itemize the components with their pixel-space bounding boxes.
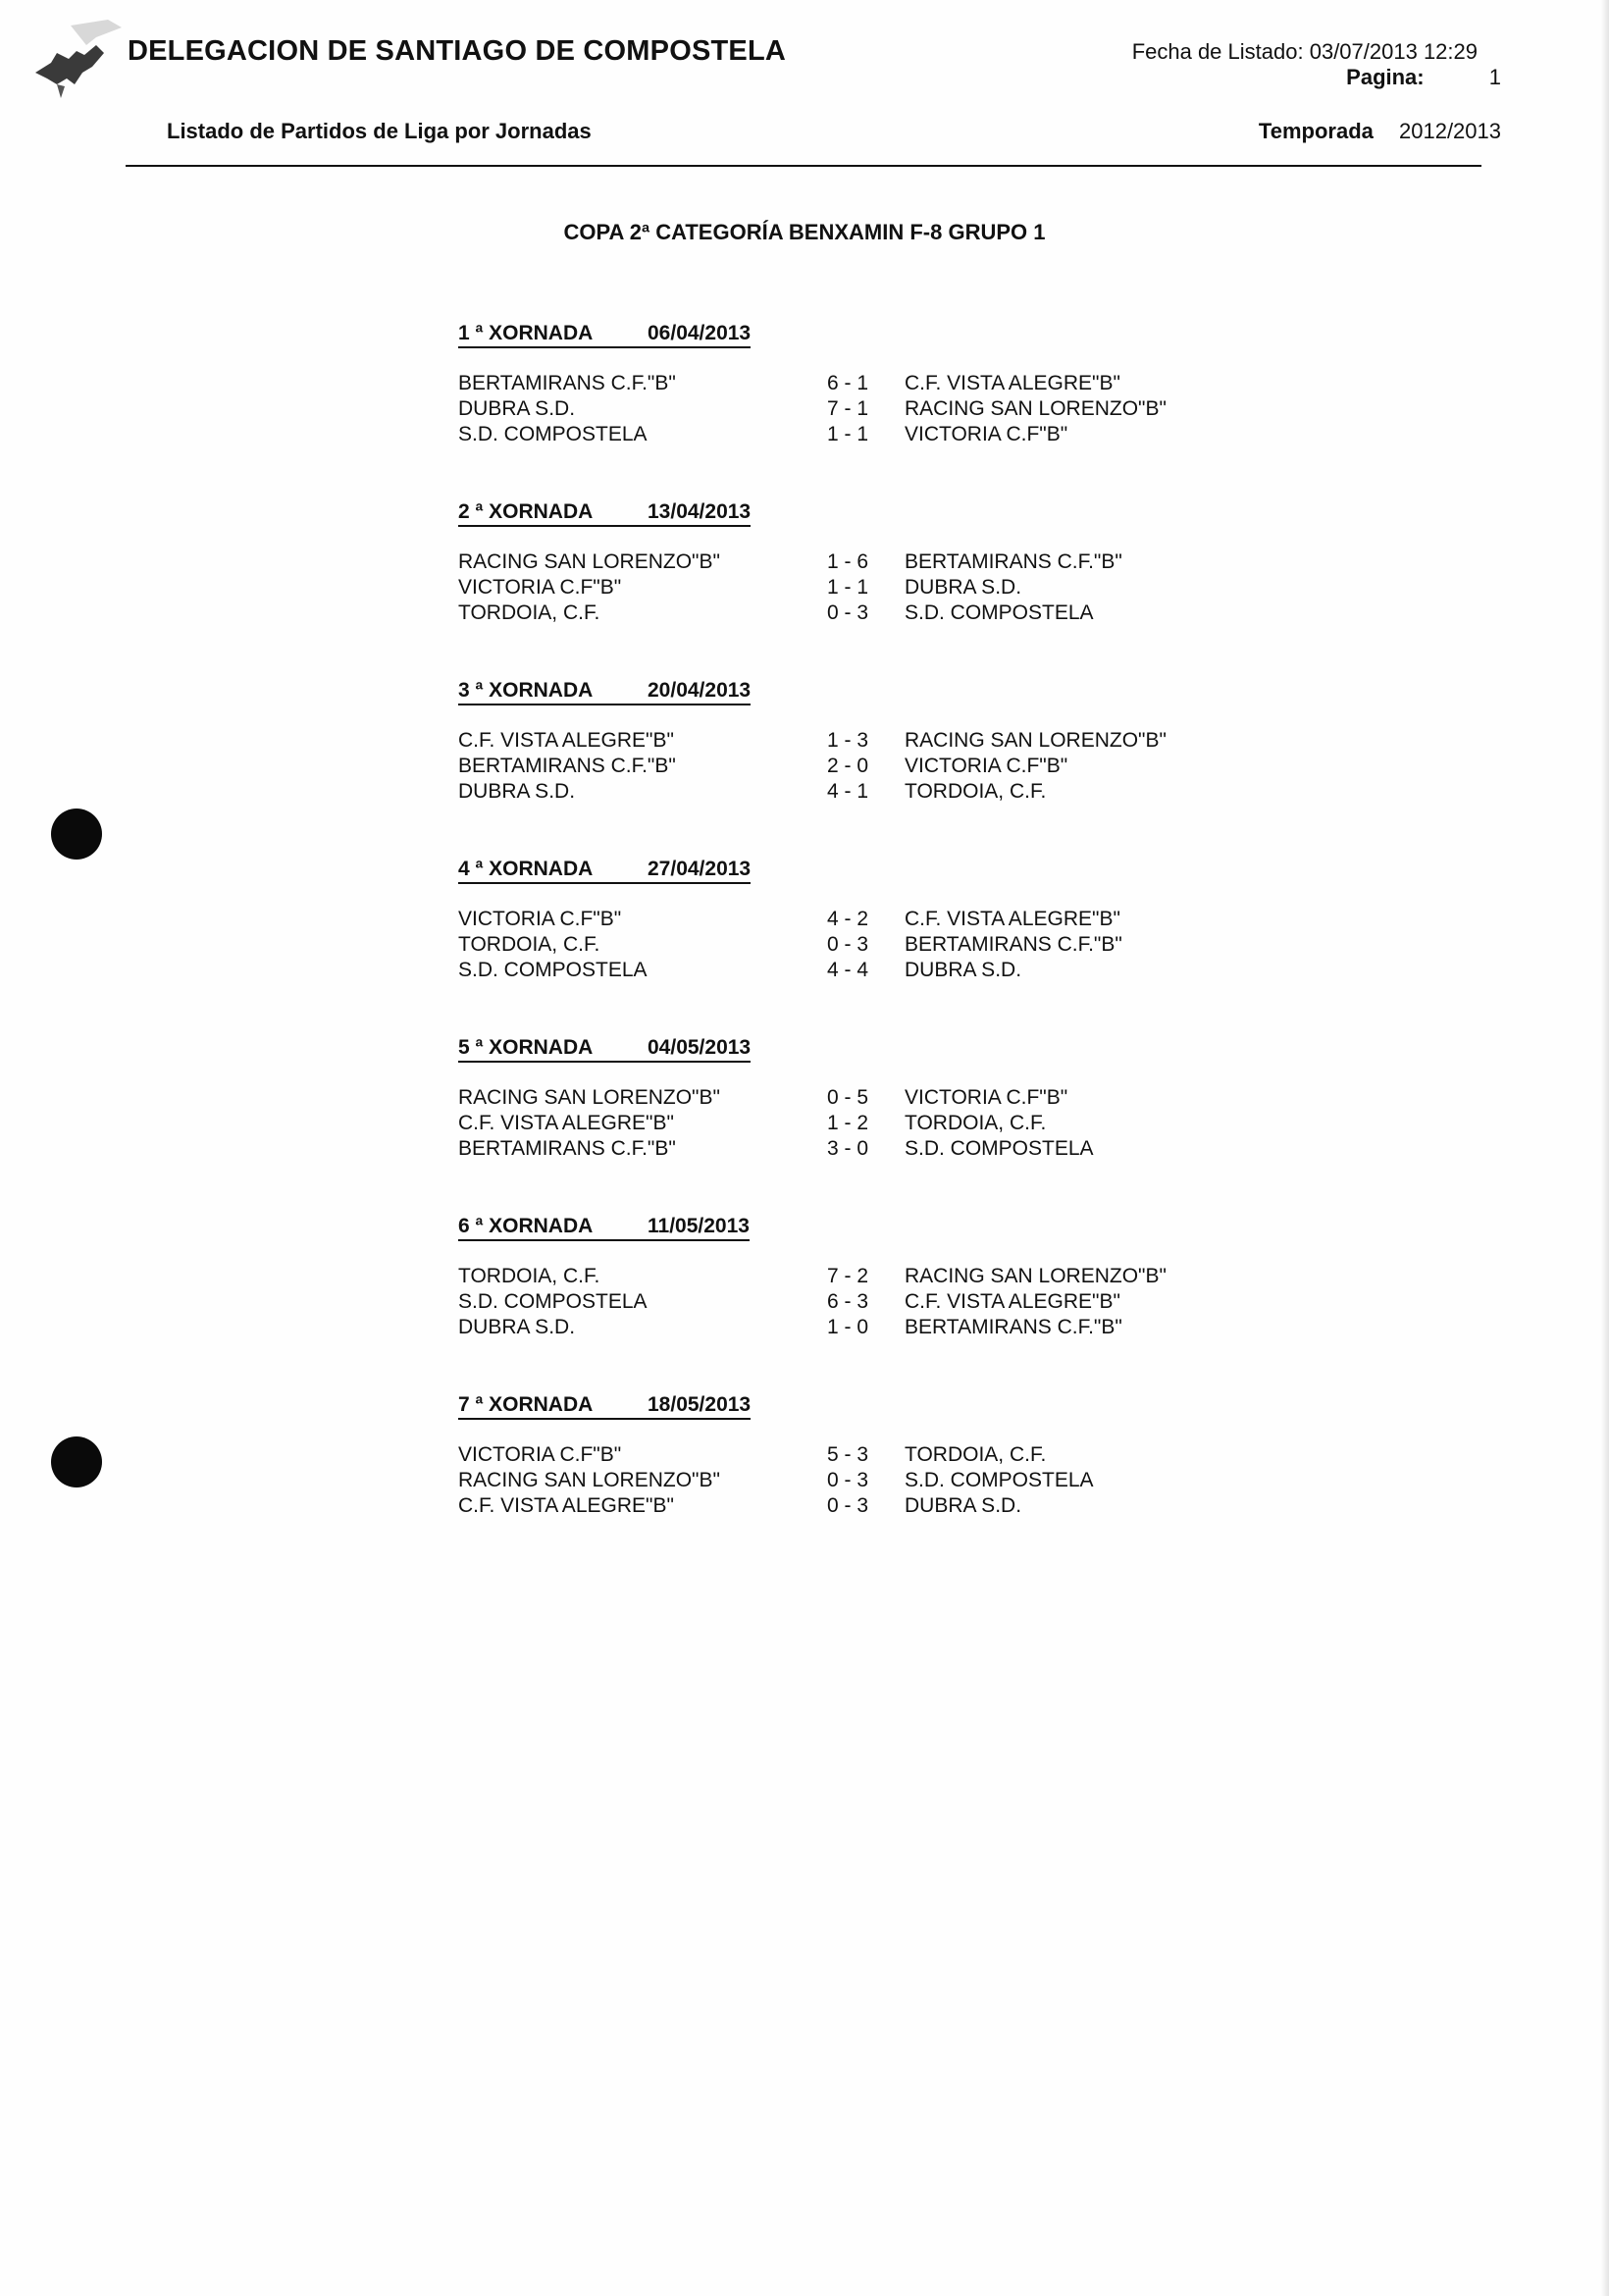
match-score: 4 - 4 [827, 959, 869, 981]
home-team: VICTORIA C.F"B" [458, 1443, 622, 1466]
page-value: 1 [1488, 65, 1501, 89]
match-row [458, 549, 1341, 575]
home-team: RACING SAN LORENZO"B" [458, 550, 720, 573]
home-team: C.F. VISTA ALEGRE"B" [458, 729, 674, 752]
home-team: DUBRA S.D. [458, 397, 576, 420]
match-list [458, 1085, 1341, 1162]
round-header [458, 322, 751, 348]
away-team: TORDOIA, C.F. [905, 1112, 1047, 1134]
away-team: RACING SAN LORENZO"B" [905, 1265, 1167, 1287]
match-row [458, 1468, 1341, 1493]
home-team: TORDOIA, C.F. [458, 601, 600, 624]
home-team: S.D. COMPOSTELA [458, 959, 648, 981]
round-date: 27/04/2013 [648, 858, 752, 880]
match-row [458, 1111, 1341, 1136]
match-score: 4 - 2 [827, 908, 869, 930]
match-list [458, 371, 1341, 447]
away-team: TORDOIA, C.F. [905, 780, 1047, 803]
match-score: 6 - 3 [827, 1290, 869, 1313]
scan-edge-shadow [1601, 0, 1609, 2296]
competition-title: COPA 2ª CATEGORÍA BENXAMIN F-8 GRUPO 1 [563, 220, 1046, 244]
home-team: TORDOIA, C.F. [458, 1265, 600, 1287]
home-team: C.F. VISTA ALEGRE"B" [458, 1112, 674, 1134]
home-team: RACING SAN LORENZO"B" [458, 1469, 720, 1491]
away-team: RACING SAN LORENZO"B" [905, 729, 1167, 752]
home-team: VICTORIA C.F"B" [458, 576, 622, 599]
away-team: DUBRA S.D. [905, 576, 1022, 599]
match-row [458, 422, 1341, 447]
round-label: 1 ª XORNADA [458, 322, 594, 344]
round-label: 6 ª XORNADA [458, 1215, 594, 1237]
match-score: 1 - 0 [827, 1316, 869, 1338]
home-team: DUBRA S.D. [458, 1316, 576, 1338]
round-header [458, 858, 751, 884]
away-team: BERTAMIRANS C.F."B" [905, 1316, 1122, 1338]
round-date: 18/05/2013 [648, 1393, 752, 1416]
match-score: 0 - 5 [827, 1086, 869, 1109]
round-label: 5 ª XORNADA [458, 1036, 594, 1059]
match-list [458, 549, 1341, 626]
round-label: 4 ª XORNADA [458, 858, 594, 880]
match-score: 0 - 3 [827, 601, 869, 624]
match-score: 6 - 1 [827, 372, 869, 394]
home-team: C.F. VISTA ALEGRE"B" [458, 1494, 674, 1517]
match-score: 1 - 3 [827, 729, 869, 752]
round-header [458, 1036, 751, 1063]
round-5 [458, 1036, 1341, 1215]
away-team: TORDOIA, C.F. [905, 1443, 1047, 1466]
header-divider [126, 165, 1481, 167]
round-header [458, 1393, 751, 1420]
home-team: S.D. COMPOSTELA [458, 1290, 648, 1313]
listing-date [1132, 39, 1478, 65]
match-row [458, 396, 1341, 422]
match-row [458, 600, 1341, 626]
match-score: 0 - 3 [827, 1494, 869, 1517]
round-1 [458, 322, 1341, 500]
match-row [458, 958, 1341, 983]
round-date: 20/04/2013 [648, 679, 752, 702]
round-label: 7 ª XORNADA [458, 1393, 594, 1416]
match-row [458, 754, 1341, 779]
match-list [458, 1264, 1341, 1340]
match-score: 0 - 3 [827, 1469, 869, 1491]
away-team: RACING SAN LORENZO"B" [905, 397, 1167, 420]
away-team: C.F. VISTA ALEGRE"B" [905, 908, 1120, 930]
away-team: DUBRA S.D. [905, 959, 1022, 981]
home-team: BERTAMIRANS C.F."B" [458, 755, 676, 777]
match-score: 1 - 6 [827, 550, 869, 573]
match-row [458, 1264, 1341, 1289]
match-row [458, 932, 1341, 958]
listing-date-value: 03/07/2013 12:29 [1309, 39, 1478, 64]
page-label: Pagina: [1346, 65, 1425, 89]
match-row [458, 1136, 1341, 1162]
home-team: BERTAMIRANS C.F."B" [458, 372, 676, 394]
round-date: 13/04/2013 [648, 500, 752, 523]
match-list [458, 907, 1341, 983]
match-row [458, 371, 1341, 396]
away-team: VICTORIA C.F"B" [905, 1086, 1068, 1109]
match-row [458, 779, 1341, 805]
round-date: 06/04/2013 [648, 322, 752, 344]
match-score: 7 - 1 [827, 397, 869, 420]
away-team: S.D. COMPOSTELA [905, 1469, 1094, 1491]
match-row [458, 1493, 1341, 1519]
away-team: S.D. COMPOSTELA [905, 601, 1094, 624]
away-team: S.D. COMPOSTELA [905, 1137, 1094, 1160]
round-label: 3 ª XORNADA [458, 679, 594, 702]
match-score: 1 - 1 [827, 423, 869, 445]
match-row [458, 1315, 1341, 1340]
match-score: 0 - 3 [827, 933, 869, 956]
listing-date-label: Fecha de Listado: [1131, 39, 1304, 64]
home-team: TORDOIA, C.F. [458, 933, 600, 956]
match-score: 1 - 2 [827, 1112, 869, 1134]
away-team: VICTORIA C.F"B" [905, 755, 1068, 777]
home-team: BERTAMIRANS C.F."B" [458, 1137, 676, 1160]
away-team: C.F. VISTA ALEGRE"B" [905, 372, 1120, 394]
home-team: RACING SAN LORENZO"B" [458, 1086, 720, 1109]
away-team: DUBRA S.D. [905, 1494, 1022, 1517]
match-score: 7 - 2 [827, 1265, 869, 1287]
report-title: DELEGACION DE SANTIAGO DE COMPOSTELA [128, 35, 787, 67]
away-team: C.F. VISTA ALEGRE"B" [905, 1290, 1120, 1313]
punch-hole-upper [51, 809, 102, 860]
match-list [458, 728, 1341, 805]
match-row [458, 1289, 1341, 1315]
match-score: 1 - 1 [827, 576, 869, 599]
match-list [458, 1442, 1341, 1519]
round-3 [458, 679, 1341, 858]
season [1259, 119, 1501, 144]
round-2 [458, 500, 1341, 679]
match-score: 5 - 3 [827, 1443, 869, 1466]
round-header [458, 500, 751, 527]
match-score: 2 - 0 [827, 755, 869, 777]
match-row [458, 1442, 1341, 1468]
round-date: 11/05/2013 [648, 1215, 750, 1237]
match-row [458, 907, 1341, 932]
home-team: DUBRA S.D. [458, 780, 576, 803]
season-value: 2012/2013 [1399, 119, 1501, 143]
match-row [458, 1085, 1341, 1111]
report-subtitle: Listado de Partidos de Liga por Jornadas [167, 119, 592, 143]
round-header [458, 679, 751, 705]
page-number [1346, 65, 1501, 90]
round-header [458, 1215, 750, 1241]
round-label: 2 ª XORNADA [458, 500, 594, 523]
round-6 [458, 1215, 1341, 1393]
punch-hole-lower [51, 1436, 102, 1487]
away-team: BERTAMIRANS C.F."B" [905, 550, 1122, 573]
round-7 [458, 1393, 1341, 1572]
rounds-list [458, 322, 1341, 1572]
torn-corner-mark [27, 16, 135, 99]
match-row [458, 575, 1341, 600]
match-score: 3 - 0 [827, 1137, 869, 1160]
season-label: Temporada [1258, 119, 1374, 143]
home-team: S.D. COMPOSTELA [458, 423, 648, 445]
match-score: 4 - 1 [827, 780, 869, 803]
round-date: 04/05/2013 [648, 1036, 752, 1059]
away-team: BERTAMIRANS C.F."B" [905, 933, 1122, 956]
away-team: VICTORIA C.F"B" [905, 423, 1068, 445]
round-4 [458, 858, 1341, 1036]
match-row [458, 728, 1341, 754]
home-team: VICTORIA C.F"B" [458, 908, 622, 930]
